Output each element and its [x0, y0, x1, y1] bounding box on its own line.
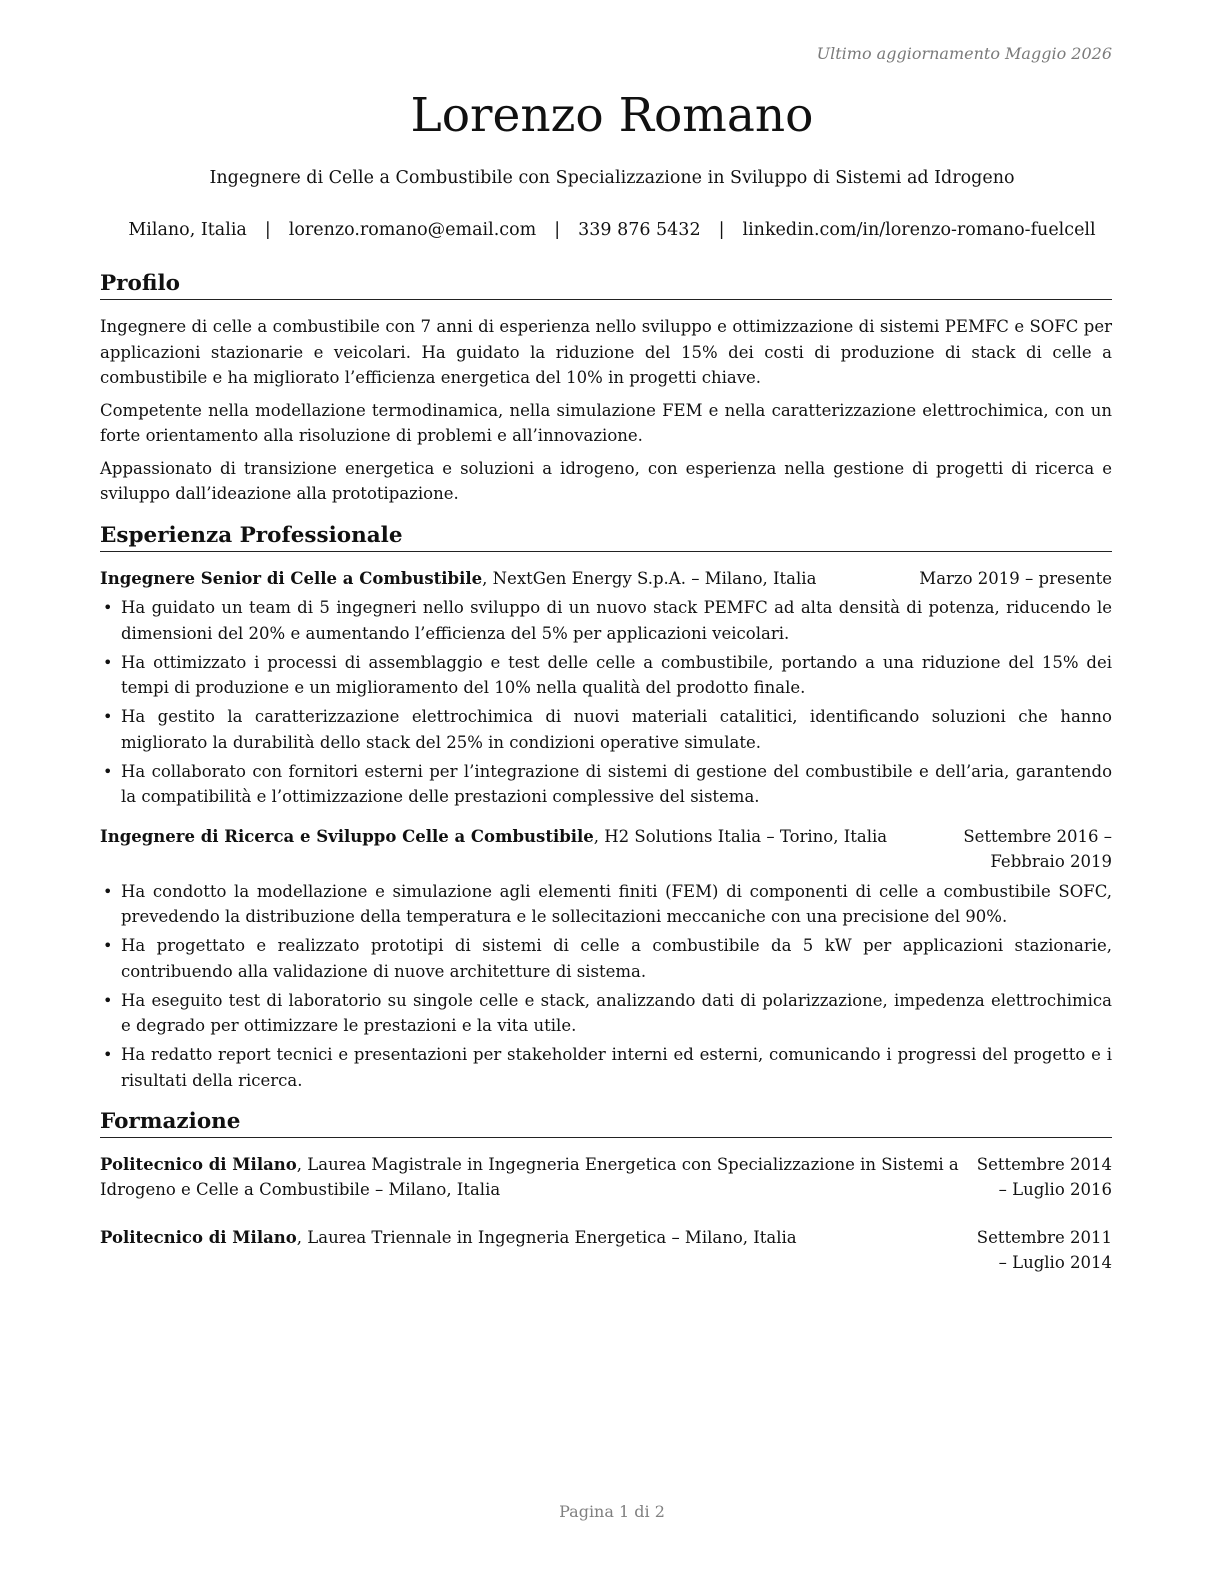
- education-degree: , Laurea Triennale in Ingegneria Energetica – Milano, Italia: [296, 1228, 797, 1247]
- education-school: Politecnico di Milano: [100, 1155, 297, 1174]
- profile-paragraph: Competente nella modellazione termodinamica, nella simulazione FEM e nella caratterizzazione elettrochimica, con un forte orientamento alla risoluzione di problemi e all’innovazione.: [100, 400, 1112, 445]
- job-bullets: [100, 595, 1112, 810]
- education-entry: [100, 1152, 1112, 1202]
- job-entry: [100, 824, 1112, 1094]
- education-header: [100, 1152, 1112, 1202]
- experience-list: [100, 566, 1112, 1094]
- job-bullets: [100, 879, 1112, 1094]
- page-number: Pagina 1 di 2: [559, 1502, 665, 1521]
- list-item: • Ha collaborato con fornitori esterni per l’integrazione di sistemi di gestione del combustibile e dell’aria, garantendo la compatibilità e l’ottimizzazione delle prestazioni complessive del sistema.: [100, 759, 1112, 810]
- list-item: • Ha gestito la caratterizzazione elettrochimica di nuovi materiali catalitici, identificando soluzioni che hanno migliorato la durabilità dello stack del 25% in condizioni operative simulate.: [100, 704, 1112, 755]
- bullet-icon: •: [103, 990, 113, 1010]
- contact-separator: |: [718, 220, 725, 240]
- education-dates: Settembre 2014 – Luglio 2016: [976, 1155, 1112, 1199]
- contact-line: [0, 220, 1224, 240]
- bullet-icon: •: [103, 598, 113, 617]
- list-item: • Ha redatto report tecnici e presentazioni per stakeholder interni ed esterni, comunicando i progressi del progetto e i risultati della ricerca.: [100, 1042, 1112, 1093]
- last-updated: Ultimo aggiornamento Maggio 2026: [816, 44, 1112, 63]
- job-header: [100, 824, 1112, 875]
- list-item: • Ha ottimizzato i processi di assemblaggio e test delle celle a combustibile, portando a una riduzione del 15% dei tempi di produzione e un miglioramento del 10% nella qualità del prodotto finale.: [100, 650, 1112, 701]
- section-title-profile: Profilo: [100, 270, 1112, 300]
- education-section: [100, 1108, 1112, 1275]
- job-company: , H2 Solutions Italia – Torino, Italia: [593, 826, 888, 846]
- bullet-icon: •: [103, 652, 113, 672]
- profile-section: [100, 270, 1112, 507]
- contact-separator: |: [554, 220, 561, 240]
- section-title-education: Formazione: [100, 1108, 1112, 1138]
- job-company: , NextGen Energy S.p.A. – Milano, Italia: [482, 568, 817, 588]
- bullet-icon: •: [103, 936, 113, 955]
- contact-email[interactable]: lorenzo.romano@email.com: [288, 220, 537, 240]
- bullet-icon: •: [103, 1045, 113, 1064]
- section-title-experience: Esperienza Professionale: [100, 522, 1112, 552]
- experience-section: [100, 522, 1112, 1094]
- headline: Ingegnere di Celle a Combustibile con Specializzazione in Sviluppo di Sistemi ad Idrogeno: [209, 168, 1015, 188]
- education-school: Politecnico di Milano: [100, 1228, 297, 1247]
- education-header: [100, 1225, 1112, 1275]
- contact-phone[interactable]: 339 876 5432: [578, 220, 701, 240]
- contact-location: Milano, Italia: [128, 220, 247, 240]
- list-item: • Ha guidato un team di 5 ingegneri nello sviluppo di un nuovo stack PEMFC ad alta densità di potenza, riducendo le dimensioni del 20% e aumentando l’efficienza del 5% per applicazioni veicolari.: [100, 595, 1112, 646]
- job-role: Ingegnere Senior di Celle a Combustibile: [100, 568, 483, 588]
- profile-text: [100, 314, 1112, 507]
- list-item: • Ha progettato e realizzato prototipi di sistemi di celle a combustibile da 5 kW per applicazioni stazionarie, contribuendo alla validazione di nuove architetture di sistema.: [100, 933, 1112, 984]
- list-item: • Ha condotto la modellazione e simulazione agli elementi finiti (FEM) di componenti di celle a combustibile SOFC, prevedendo la distribuzione della temperatura e le sollecitazioni meccaniche con una precisione del 90%.: [100, 879, 1112, 930]
- profile-paragraph: Appassionato di transizione energetica e soluzioni a idrogeno, con esperienza nella gestione di progetti di ricerca e sviluppo dall’ideazione alla prototipazione.: [100, 458, 1112, 503]
- job-dates: Settembre 2016 – Febbraio 2019: [963, 826, 1112, 871]
- candidate-name: Lorenzo Romano: [410, 88, 814, 143]
- education-dates: Settembre 2011 – Luglio 2014: [976, 1228, 1112, 1272]
- job-entry: [100, 566, 1112, 810]
- education-degree: , Laurea Magistrale in Ingegneria Energetica con Specializzazione in Sistemi a Idrogeno e Celle a Combustibile – Milano, Italia: [100, 1155, 959, 1199]
- education-list: [100, 1152, 1112, 1275]
- contact-linkedin[interactable]: linkedin.com/in/lorenzo-romano-fuelcell: [742, 220, 1096, 240]
- job-role: Ingegnere di Ricerca e Sviluppo Celle a Combustibile: [100, 826, 594, 846]
- resume-body: [100, 270, 1112, 1298]
- job-dates: Marzo 2019 – presente: [919, 568, 1112, 588]
- profile-paragraph: Ingegnere di celle a combustibile con 7 anni di esperienza nello sviluppo e ottimizzazione di sistemi PEMFC e SOFC per applicazioni stazionarie e veicolari. Ha guidato la riduzione del 15% dei costi di produzione di stack di celle a combustibile e ha migliorato l’efficienza energetica del 10% in progetti chiave.: [100, 317, 1112, 387]
- contact-separator: |: [264, 220, 271, 240]
- bullet-icon: •: [103, 881, 113, 901]
- bullet-icon: •: [103, 707, 113, 726]
- job-header: [100, 566, 1112, 592]
- bullet-icon: •: [103, 761, 113, 781]
- list-item: • Ha eseguito test di laboratorio su singole celle e stack, analizzando dati di polarizzazione, impedenza elettrochimica e degrado per ottimizzare le prestazioni e la vita utile.: [100, 988, 1112, 1039]
- education-entry: [100, 1225, 1112, 1275]
